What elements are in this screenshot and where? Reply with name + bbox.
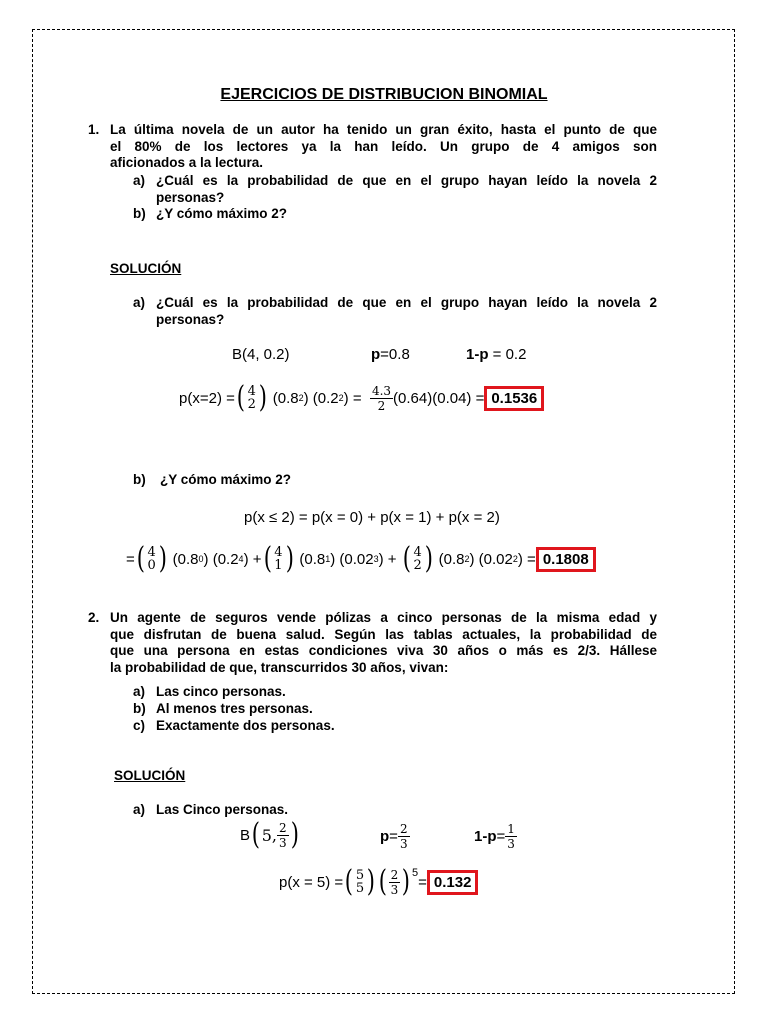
denominator: 3 [279,835,287,850]
p-label: p [380,828,390,845]
item-c-text: Exactamente dos personas. [156,718,335,733]
question-line: ¿Cuál es la probabilidad de que en el grupo hayan leído la novela 2 [156,173,657,188]
eq-term: ) = [517,550,536,568]
equation-b-line2 [126,541,596,576]
binomial-coefficient: ( 4 2 ) [236,380,267,415]
q-equals: = 0.2 [488,346,527,363]
q-eq: = [496,828,506,845]
question-line: personas? [156,311,225,327]
exponent: 0 [198,554,204,564]
solution-a-label: a) [133,295,146,310]
solution-2a-label: a) [133,802,146,817]
result-box: 0.1536 [484,386,544,411]
item-b-label: b) [133,701,146,716]
solution-2a-text: Las Cinco personas. [156,802,289,817]
fraction [370,384,393,413]
eq-term: ) (0.2 [203,550,239,568]
binom-bottom: 0 [147,558,156,573]
binom-top: 4 [247,384,256,399]
numerator: 2 [390,867,399,882]
question-a [156,173,657,206]
binom-bottom: 5 [355,881,365,896]
binom-bottom: 2 [413,558,422,573]
p-value-2 [380,822,410,851]
equation-2a [279,864,478,899]
fraction [277,821,289,850]
p-equals: =0.8 [380,346,410,363]
q-label: 1-p [474,828,497,845]
solution-b-question: ¿Y cómo máximo 2? [160,472,292,487]
statement-line: Un agente de seguros vende pólizas a cinco personas de la misma edad y [110,610,657,625]
eq-term: ) + [378,550,397,568]
denominator: 3 [507,837,515,851]
statement-line: el 80% de los lectores ya la han leído. Un grupo de 4 amigos son [110,138,657,154]
fraction [389,868,401,897]
exercise-1-statement [110,122,657,172]
result-box: 0.1808 [536,547,596,572]
binomial-coefficient: ( 4 1 ) [263,541,294,576]
p-value [371,346,410,363]
exponent: 3 [373,554,379,564]
binom-top: 4 [413,545,422,560]
q-value [466,346,526,363]
q-label: 1-p [466,346,489,363]
p-label: p [371,346,381,363]
page-title: EJERCICIOS DE DISTRIBUCION BINOMIAL [220,86,548,103]
eq-term: ) + [243,550,262,568]
result-box: 0.132 [427,870,479,895]
solucion-heading-2: SOLUCIÓN [114,768,186,783]
eq-term: (0.8 [172,550,199,568]
statement-line: que una persona en estas condiciones viva 30 años o más es 2/3. Hállese [110,643,657,658]
p-eq: = [389,828,398,845]
eq-term: ) = [343,389,362,407]
question-b-label: b) [133,206,146,221]
exponent: 2 [338,393,344,403]
eq-term: ) (0.2 [303,389,339,407]
exercise-2-number: 2. [88,610,100,625]
exponent: 4 [238,554,244,564]
question-line: ¿Cuál es la probabilidad de que en el grupo hayan leído la novela 2 [156,295,657,310]
item-b-text: Al menos tres personas. [156,701,313,716]
statement-line: que disfrutan de buena salud. Según las tablas actuales, la probabilidad de [110,626,657,642]
solution-a-question [156,295,657,328]
eq-start: = [126,550,135,568]
binom-top: 5 [355,868,365,883]
question-line: personas? [156,189,225,205]
eq-term: (0.8 [272,389,299,407]
eq-term: (0.8 [438,550,465,568]
statement-line: la probabilidad de que, transcurridos 30 años, vivan: [110,659,449,675]
solution-b-label: b) [133,472,146,487]
numerator: 4.3 [371,383,392,398]
dist-prefix: B [240,826,251,844]
distribution-2 [240,817,300,852]
binomial-coefficient: ( 5 5 ) [344,864,376,899]
binom-bottom: 2 [247,397,256,412]
fraction [398,822,410,851]
eq-term: (0.64)(0.04) = [393,389,485,407]
fraction [505,822,517,851]
equation-b-line1: p(x ≤ 2) = p(x = 0) + p(x = 1) + p(x = 2) [244,509,500,526]
exponent: 1 [325,554,331,564]
q-value-2 [474,822,517,851]
denominator: 2 [377,398,386,413]
numerator: 2 [399,822,408,836]
question-b: ¿Y cómo máximo 2? [156,206,288,221]
question-a-label: a) [133,173,146,188]
exponent: 2 [298,393,304,403]
eq-term: (0.8 [299,550,326,568]
exponent: 5 [412,867,419,879]
eq-eq: = [418,873,427,891]
numerator: 1 [507,822,515,836]
eq-left: p(x=2) = [179,389,235,407]
exponent: 2 [512,554,518,564]
exercise-2-statement [110,610,657,676]
statement-line: La última novela de un autor ha tenido un gran éxito, hasta el punto de que [110,122,657,137]
solucion-heading: SOLUCIÓN [110,261,182,276]
binomial-coefficient: ( 4 0 ) [136,541,167,576]
fraction-power: ( $\frac{2}{3}$ ) [378,864,411,899]
eq-term: ) (0.02 [330,550,374,568]
distribution: B(4, 0.2) [232,346,290,363]
dist-params: ( 5, $\frac{2}{3}$ ) [251,817,299,852]
binomial-coefficient: ( 4 2 ) [402,541,433,576]
item-c-label: c) [133,718,146,733]
item-a-text: Las cinco personas. [156,684,286,699]
denominator: 3 [399,837,408,851]
exponent: 2 [464,554,470,564]
statement-line: aficionados a la lectura. [110,155,264,170]
numerator: 2 [279,820,287,835]
dist-n: 5, [261,825,277,845]
binom-top: 4 [274,545,283,560]
exercise-1-number: 1. [88,122,100,137]
eq-term: ) (0.02 [469,550,513,568]
binom-bottom: 1 [274,558,283,573]
item-a-label: a) [133,684,146,699]
denominator: 3 [390,882,399,897]
binom-top: 4 [147,545,156,560]
eq-left: p(x = 5) = [279,873,344,891]
equation-a [179,380,544,415]
